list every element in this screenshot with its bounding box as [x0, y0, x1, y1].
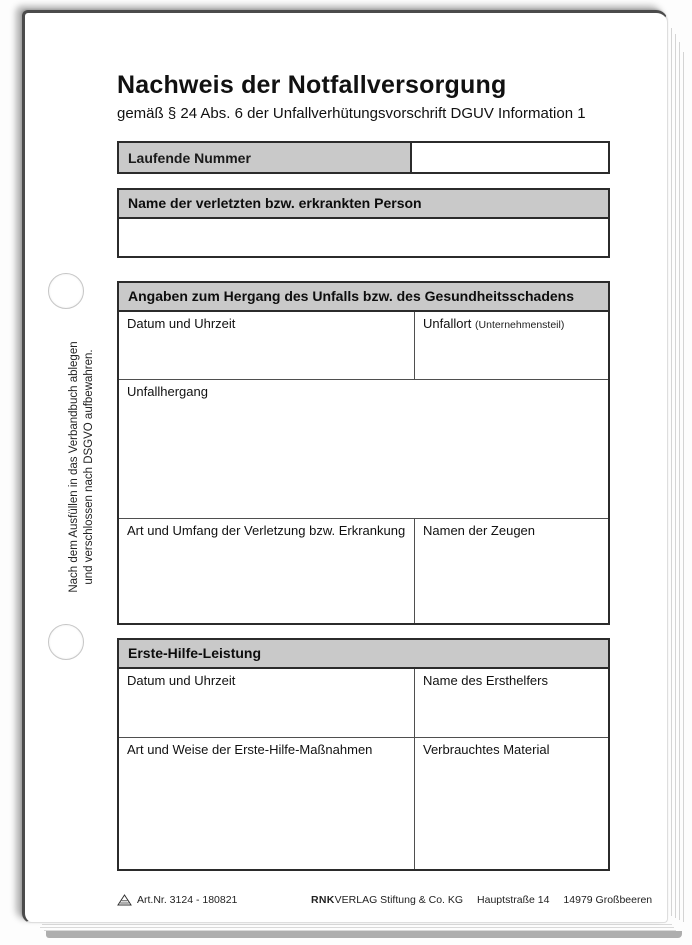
footer-article	[117, 894, 237, 906]
accident-course-label: Unfallhergang	[127, 384, 208, 399]
accident-witnesses-field[interactable]	[414, 519, 608, 623]
form-subtitle: gemäß § 24 Abs. 6 der Unfallverhütungsvorschrift DGUV Information 1	[117, 105, 586, 122]
accident-location-hint: (Unternehmensteil)	[475, 319, 565, 331]
accident-injury-field[interactable]	[119, 519, 414, 623]
accident-location-field[interactable]	[414, 312, 608, 379]
publisher-brand: RNK	[311, 894, 335, 906]
form-title: Nachweis der Notfallversorgung	[117, 71, 507, 99]
accident-location-label: Unfallort	[423, 316, 472, 331]
accident-course-field[interactable]	[119, 380, 608, 518]
pad-binding-bar	[46, 931, 682, 938]
filing-side-note	[67, 317, 99, 617]
accident-datetime-label: Datum und Uhrzeit	[127, 316, 236, 331]
first-aid-material-label: Verbrauchtes Material	[423, 742, 550, 757]
accident-witnesses-label: Namen der Zeugen	[423, 523, 536, 538]
first-aid-row-1	[119, 669, 608, 737]
first-aid-measures-label: Art und Weise der Erste-Hilfe-Maßnahmen	[127, 742, 373, 757]
first-aid-section-header: Erste-Hilfe-Leistung	[117, 638, 610, 669]
print-mark-icon	[117, 894, 132, 906]
sheet-edge-line	[671, 28, 672, 916]
first-aid-datetime-label: Datum und Uhrzeit	[127, 673, 236, 688]
person-name-field[interactable]	[117, 219, 610, 258]
first-aid-material-field[interactable]	[414, 738, 608, 869]
person-section-header: Name der verletzten bzw. erkrankten Person	[117, 188, 610, 219]
accident-injury-label: Art und Umfang der Verletzung bzw. Erkrankung	[127, 523, 406, 538]
first-aid-measures-field[interactable]	[119, 738, 414, 869]
accident-row-1	[119, 312, 608, 379]
sheet-edge-line	[42, 924, 672, 925]
accident-datetime-field[interactable]	[119, 312, 414, 379]
accident-row-3	[119, 518, 608, 623]
footer-article-number: Art.Nr. 3124 - 180821	[137, 894, 238, 906]
first-aid-responder-label: Name des Ersthelfers	[423, 673, 548, 688]
first-aid-section	[117, 638, 610, 871]
person-section	[117, 188, 610, 258]
accident-table	[117, 312, 610, 625]
publisher-city: 14979 Großbeeren	[563, 894, 653, 906]
serial-number-row	[117, 141, 610, 174]
first-aid-responder-field[interactable]	[414, 669, 608, 737]
accident-section-header: Angaben zum Hergang des Unfalls bzw. des Gesundheitsschadens	[117, 281, 610, 312]
filing-side-note-line2: und verschlossen nach DSGVO aufbewahren.	[83, 349, 95, 585]
punch-hole	[48, 624, 84, 660]
sheet-edge-line	[675, 34, 676, 918]
accident-section	[117, 281, 610, 625]
sheet-edge-line	[40, 927, 674, 928]
form-sheet	[22, 10, 668, 923]
footer-publisher	[311, 894, 652, 906]
sheet-edge-line	[679, 42, 680, 920]
serial-number-label: Laufende Nummer	[119, 143, 412, 172]
filing-side-note-line1: Nach dem Ausfüllen in das Verbandbuch ablegen	[68, 341, 80, 593]
accident-row-2	[119, 379, 608, 518]
first-aid-datetime-field[interactable]	[119, 669, 414, 737]
punch-hole	[48, 273, 84, 309]
first-aid-table	[117, 669, 610, 871]
publisher-street: Hauptstraße 14	[477, 894, 550, 906]
first-aid-row-2	[119, 737, 608, 869]
sheet-edge-line	[683, 52, 684, 922]
publisher-name: VERLAG Stiftung & Co. KG	[334, 894, 464, 906]
serial-number-field[interactable]	[412, 143, 608, 172]
